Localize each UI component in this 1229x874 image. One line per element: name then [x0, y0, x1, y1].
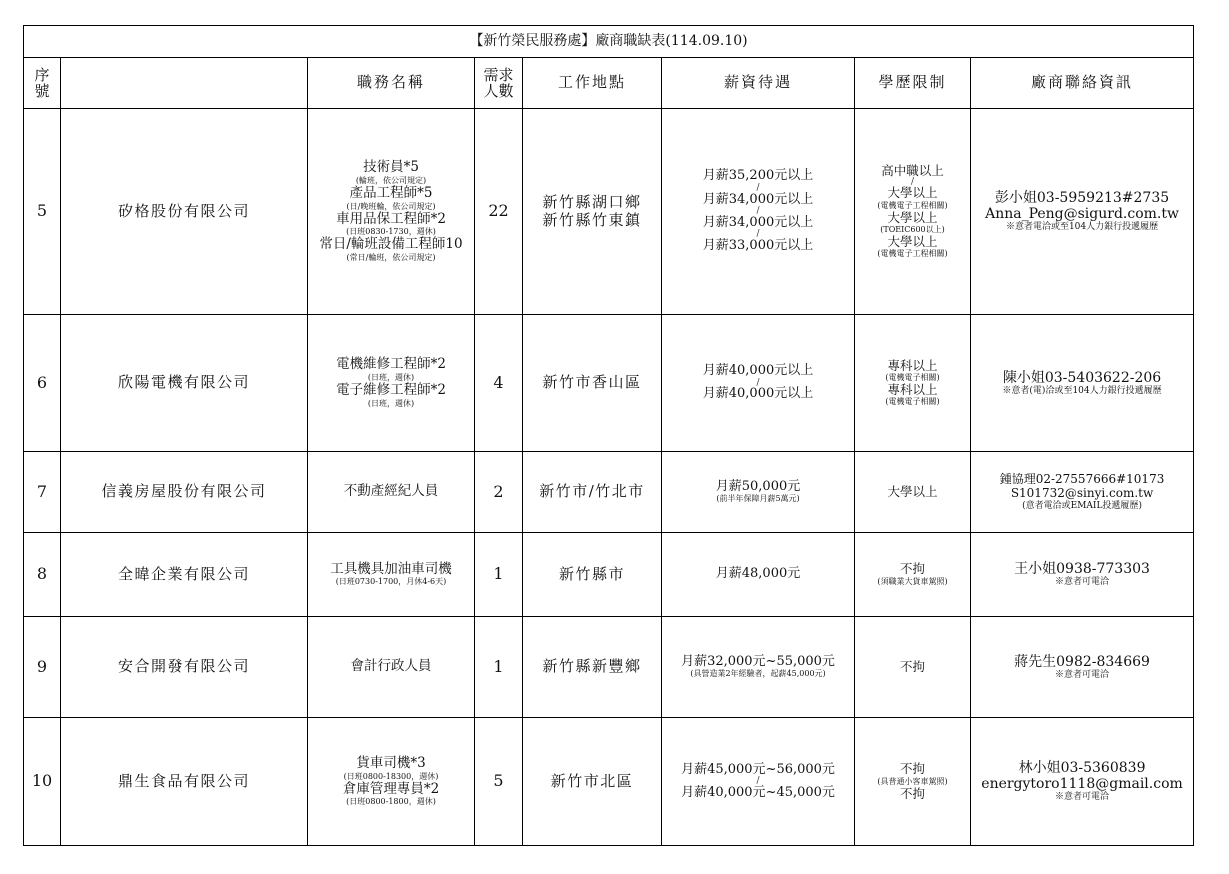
education-requirement	[855, 533, 971, 617]
row-seq: 7	[24, 452, 61, 533]
jobs-line: 技術員*5	[363, 159, 419, 176]
header-education: 學歷限制	[855, 58, 971, 109]
contact-line: ※意者可電洽	[1055, 577, 1110, 588]
salary-line: (具營造業2年經驗者，起薪45,000元)	[690, 669, 826, 679]
headcount: 4	[475, 315, 523, 452]
education-line: (TOEIC600以上)	[880, 224, 945, 234]
jobs-line: 車用品保工程師*2	[336, 210, 446, 227]
contact-line: S101732@sinyi.com.tw	[1010, 485, 1154, 500]
job-titles	[308, 109, 475, 315]
header-company	[61, 58, 308, 109]
header-location: 工作地點	[523, 58, 662, 109]
location-line: 新竹市北區	[550, 771, 634, 790]
education-line: (電機電子工程相關)	[877, 200, 948, 210]
company-name: 鼎生食品有限公司	[61, 718, 308, 846]
jobs-line: 常日/輪班設備工程師10	[319, 236, 463, 253]
education-line: (電機電子相關)	[885, 397, 940, 407]
salary-line: /	[756, 183, 760, 194]
salary	[662, 617, 855, 718]
salary-line: 月薪32,000元~55,000元	[681, 653, 835, 669]
jobs-line: (常日/輪班，依公司規定)	[346, 252, 436, 262]
job-titles	[308, 315, 475, 452]
jobs-line: 電子維修工程師*2	[336, 382, 446, 398]
header-salary: 薪資待遇	[662, 58, 855, 109]
education-line: 大學以上	[887, 233, 938, 249]
education-line: 大學以上	[887, 185, 938, 201]
contact-line: (意者電洽或EMAIL投遞履歷)	[1022, 500, 1142, 511]
header-seq: 序 號	[24, 58, 61, 109]
work-location	[523, 315, 662, 452]
contact-info	[971, 533, 1194, 617]
job-titles	[308, 452, 475, 533]
education-line: (電機電子相關)	[885, 373, 940, 382]
table-row	[24, 718, 1194, 846]
company-name: 矽格股份有限公司	[61, 109, 308, 315]
salary	[662, 109, 855, 315]
education-line: 不拘	[899, 761, 925, 777]
salary-line: /	[756, 229, 760, 240]
table-row	[24, 452, 1194, 533]
jobs-line: (日班0730-1700，月休4-6天)	[335, 577, 447, 587]
contact-line: ※意者電洽或至104人力銀行投遞履歷	[1005, 222, 1159, 233]
salary-line: 月薪45,000元~56,000元	[681, 761, 835, 777]
education-line: /	[910, 177, 915, 188]
salary-line: 月薪34,000元以上	[702, 191, 814, 207]
job-titles	[308, 718, 475, 846]
row-seq: 6	[24, 315, 61, 452]
company-name: 全暐企業有限公司	[61, 533, 308, 617]
contact-line: 王小姐0938-773303	[1014, 561, 1150, 578]
table-row	[24, 109, 1194, 315]
row-seq: 8	[24, 533, 61, 617]
jobs-line: 不動產經紀人員	[343, 483, 439, 500]
jobs-line: (日班0800-18300，週休)	[343, 771, 439, 781]
salary	[662, 533, 855, 617]
contact-line: ※意者可電洽	[1055, 792, 1110, 803]
headcount: 1	[475, 617, 523, 718]
education-requirement	[855, 718, 971, 846]
jobs-line: 貨車司機*3	[356, 754, 426, 771]
contact-line: 林小姐03-5360839	[1018, 760, 1146, 777]
location-line: 新竹縣新豐鄉	[542, 657, 642, 676]
location-line: 新竹縣市	[558, 564, 625, 583]
location-line: 新竹縣竹東鎮	[542, 210, 642, 229]
salary-line: 月薪40,000元~45,000元	[681, 784, 835, 800]
row-seq: 9	[24, 617, 61, 718]
education-requirement	[855, 617, 971, 718]
education-line: 不拘	[899, 658, 925, 674]
company-name: 安合開發有限公司	[61, 617, 308, 718]
education-line: (須職業大貨車駕照)	[877, 576, 948, 586]
education-line: 高中職以上	[881, 162, 944, 178]
salary-line: 月薪48,000元	[715, 566, 801, 582]
contact-line: Anna_Peng@sigurd.com.tw	[985, 206, 1179, 223]
salary-line: 月薪50,000元	[715, 478, 801, 494]
salary-line: (前半年保障月薪5萬元)	[716, 494, 800, 504]
work-location	[523, 617, 662, 718]
contact-line: 蔣先生0982-834669	[1014, 653, 1150, 670]
jobs-line: 會計行政人員	[350, 658, 432, 675]
salary-line: 月薪35,200元以上	[702, 168, 814, 184]
work-location	[523, 718, 662, 846]
jobs-line: 工具機具加油車司機	[330, 560, 452, 577]
job-vacancy-table	[23, 25, 1194, 846]
table-title: 【新竹榮民服務處】廠商職缺表(114.09.10)	[24, 26, 1194, 58]
jobs-line: (日班0830-1730，週休)	[346, 227, 436, 237]
education-requirement	[855, 315, 971, 452]
contact-line: 鍾協理02-27557666#10173	[999, 472, 1165, 487]
headcount: 5	[475, 718, 523, 846]
headcount: 22	[475, 109, 523, 315]
jobs-line: (日班0800-1800，週休)	[346, 797, 436, 807]
salary-line: /	[756, 377, 760, 388]
salary	[662, 315, 855, 452]
job-titles	[308, 617, 475, 718]
header-row	[24, 58, 1194, 109]
headcount: 2	[475, 452, 523, 533]
jobs-line: (輪班，依公司規定)	[355, 175, 427, 185]
row-seq: 5	[24, 109, 61, 315]
salary	[662, 452, 855, 533]
company-name: 欣陽電機有限公司	[61, 315, 308, 452]
education-line: 大學以上	[887, 209, 938, 225]
contact-info	[971, 617, 1194, 718]
salary-line: 月薪34,000元以上	[702, 214, 814, 230]
headcount: 1	[475, 533, 523, 617]
jobs-line: 產品工程師*5	[349, 184, 433, 201]
table-row	[24, 315, 1194, 452]
company-name: 信義房屋股份有限公司	[61, 452, 308, 533]
work-location	[523, 109, 662, 315]
education-line: 大學以上	[887, 483, 938, 499]
contact-line: 陳小姐03-5403622-206	[1002, 369, 1162, 386]
table-row	[24, 617, 1194, 718]
education-requirement	[855, 109, 971, 315]
salary-line: 月薪40,000元以上	[702, 386, 814, 402]
contact-line: ※意者可電洽	[1055, 669, 1110, 680]
location-line: 新竹市香山區	[542, 373, 642, 392]
header-contact: 廠商聯絡資訊	[971, 58, 1194, 109]
contact-info	[971, 109, 1194, 315]
location-line: 新竹市/竹北市	[539, 482, 645, 501]
contact-info	[971, 452, 1194, 533]
job-titles	[308, 533, 475, 617]
jobs-line: 倉庫管理專員*2	[342, 780, 440, 797]
header-need: 需求 人數	[475, 58, 523, 109]
salary-line: 月薪33,000元以上	[702, 237, 814, 253]
education-line: 專科以上	[887, 357, 938, 373]
contact-info	[971, 718, 1194, 846]
jobs-line: (日班，週休)	[367, 398, 415, 408]
contact-line: 彭小姐03-5959213#2735	[994, 190, 1170, 207]
jobs-line: (日/晚班輪，依公司規定)	[346, 201, 436, 211]
salary-line: /	[756, 206, 760, 217]
header-job: 職務名稱	[308, 58, 475, 109]
row-seq: 10	[24, 718, 61, 846]
work-location	[523, 452, 662, 533]
education-line: (具普通小客車駕照)	[877, 776, 948, 786]
table-row	[24, 533, 1194, 617]
contact-line: ※意者(電)洽或至104人力銀行投遞履歷	[1002, 385, 1162, 396]
education-line: 不拘	[899, 785, 925, 801]
work-location	[523, 533, 662, 617]
education-line: 不拘	[899, 561, 925, 577]
contact-line: energytoro1118@gmail.com	[981, 776, 1183, 793]
education-line: (電機電子工程相關)	[877, 249, 948, 259]
jobs-line: (日班，週休)	[367, 373, 415, 382]
education-requirement	[855, 452, 971, 533]
salary-line: 月薪40,000元以上	[702, 363, 814, 379]
contact-info	[971, 315, 1194, 452]
salary-line: /	[756, 776, 760, 787]
salary	[662, 718, 855, 846]
education-line: 專科以上	[887, 382, 938, 397]
location-line: 新竹縣湖口鄉	[542, 193, 642, 212]
jobs-line: 電機維修工程師*2	[336, 356, 446, 373]
